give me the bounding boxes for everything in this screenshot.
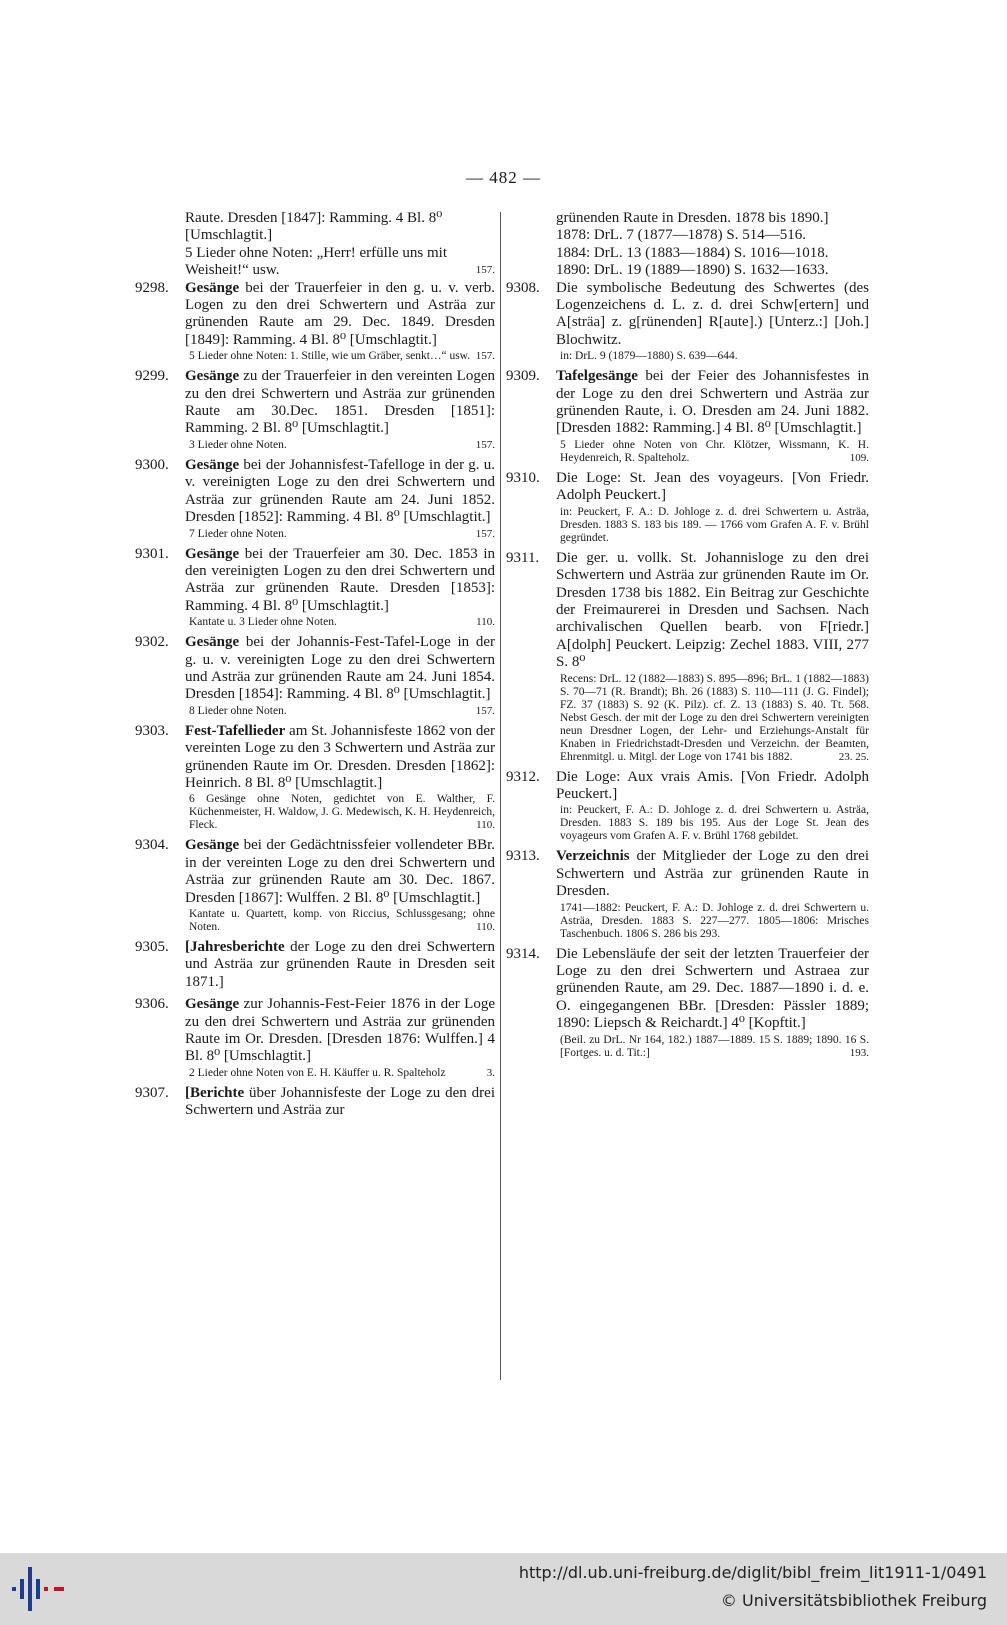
left-column — [135, 210, 495, 1125]
continuation-text: Raute. Dresden [1847]: Ramming. 4 Bl. 8⁰ [Umschlagtit.] — [185, 210, 443, 244]
entry-number: 9308. — [506, 279, 540, 296]
continuation-text: grünenden Raute in Dresden. 1878 bis 1890.] — [556, 210, 829, 226]
continuation-note — [556, 227, 869, 279]
entry-text: am St. Johannisfeste 1862 von der vereinten Loge zu den 3 Schwertern und Asträa zur grünenden Raute im Or. Dresden. Dresden [1862]: Heinrich. 8 Bl. 8⁰ [Umschlagtit.] — [185, 722, 495, 791]
entry-text: bei der Gedächtnissfeier vollendeter BBr. in der vereinten Loge zu den drei Schwertern und Asträa zur grünenden Raute am 30. Dec. 1867. Dresden [1867]: Wulffen. 2 Bl. 8⁰ [Umschlagtit.] — [185, 837, 495, 906]
entry-text: Die Loge: Aux vrais Amis. [Von Friedr. Adolph Peuckert.] — [556, 768, 869, 802]
column-divider — [500, 212, 501, 1380]
note-text: (Beil. zu DrL. Nr 164, 182.) 1887—1889. 15 S. 1889; 1890. 16 S. [Fortges. u. d. Tit.:] — [560, 1033, 869, 1059]
entry-number: 9303. — [135, 722, 169, 739]
note-text: in: Peuckert, F. A.: D. Johloge z. d. drei Schwertern u. Asträa, Dresden. 1883 S. 183 bis 189. — 1766 vom Grafen A. F. v. Brühl gegründet. — [560, 505, 869, 544]
entry-note — [189, 616, 495, 629]
entry-text: Die ger. u. vollk. St. Johannisloge zu den drei Schwertern und Asträa zur grünenden Raute im Or. Dresden 1738 bis 1882. Ein Beitrag zur Geschichte der Freimaurerei in Dresden und Sachsen. Nach archivalischen Quellen bearb. von F[riedr.] A[dolph] Peuckert. Leipzig: Zechel 1883. VIII, 277 S. 8⁰ — [556, 549, 869, 671]
note-text: 1741—1882: Peuckert, F. A.: D. Johloge z. d. drei Schwertern u. Asträa, Dresden. 1883 S. 227—277. 1805—1806: Mrisches Taschenbuch. 1806 S. 286 bis 293. — [560, 901, 869, 940]
entry-body — [556, 470, 869, 505]
entry-body — [185, 996, 495, 1066]
catalog-entry — [135, 634, 495, 718]
catalog-entry — [506, 848, 869, 940]
entry-title: Gesänge — [185, 634, 240, 651]
entry-text: bei der Trauerfeier am 30. Dec. 1853 in den vereinigten Logen zu den drei Schwertern und Asträa zur grünenden Raute. Dresden [1853]: Ramming. 4 Bl. 8⁰ [Umschlagtit.] — [185, 545, 495, 614]
entry-title: Verzeichnis — [556, 848, 630, 865]
entry-body — [556, 368, 869, 438]
entry-note — [189, 350, 495, 363]
entry-note — [560, 673, 869, 764]
right-entries — [506, 280, 869, 1060]
entry-note — [189, 908, 495, 934]
entry-number: 9302. — [135, 634, 169, 651]
catalog-entry — [135, 996, 495, 1080]
entry-note — [189, 528, 495, 541]
entry-body — [556, 946, 869, 1033]
entry-title: [Jahresberichte — [185, 939, 285, 955]
catalog-entry — [135, 280, 495, 364]
entry-number: 9299. — [135, 368, 169, 385]
page-ref: 110. — [476, 616, 495, 629]
entry-number: 9314. — [506, 945, 540, 962]
entry-body — [556, 280, 869, 350]
page-ref: 157. — [475, 527, 495, 540]
note-text: 7 Lieder ohne Noten. — [189, 527, 287, 540]
note-text: Kantate u. Quartett, komp. von Riccius, Schlussgesang; ohne Noten. — [189, 908, 495, 933]
entry-number: 9313. — [506, 848, 540, 865]
entry-note — [560, 350, 869, 363]
catalog-entry — [506, 280, 869, 364]
entry-title: Gesänge — [185, 456, 240, 473]
entry-number: 9311. — [506, 549, 540, 566]
entry-number: 9310. — [506, 469, 540, 486]
catalog-entry — [135, 546, 495, 630]
catalog-entry — [135, 939, 495, 991]
entry-body — [185, 723, 495, 793]
entry-text: der Mitglieder der Loge zu den drei Schwertern und Asträa zur grünenden Raute in Dresden. — [556, 848, 869, 900]
entry-note — [560, 506, 869, 545]
note-text: 2 Lieder ohne Noten von E. H. Käuffer u. R. Spalteholz — [189, 1066, 446, 1079]
entry-number: 9309. — [506, 368, 540, 385]
left-continuation — [135, 210, 495, 280]
entry-note — [189, 705, 495, 718]
entry-number: 9307. — [135, 1084, 169, 1101]
entry-note — [560, 1034, 869, 1060]
entry-text: bei der Trauerfeier in den g. u. v. verb. Logen zu den drei Schwertern und Asträa zur grünenden Raute am 29. Dec. 1849. Dresden [1849]: Ramming. 4 Bl. 8⁰ [Umschlagtit.] — [185, 279, 495, 348]
page-ref: 157. — [475, 264, 495, 277]
page-ref: 3. — [486, 1066, 495, 1079]
entry-body — [185, 837, 495, 907]
entry-body — [185, 939, 495, 991]
catalog-entry — [506, 769, 869, 844]
entry-title: [Berichte — [185, 1084, 245, 1101]
note-text: 3 Lieder ohne Noten. — [189, 438, 287, 451]
entry-body — [185, 457, 495, 527]
page-ref: 110. — [476, 921, 495, 933]
entry-body — [556, 550, 869, 672]
note-text: 5 Lieder ohne Noten: 1. Stille, wie um Gräber, senkt…“ usw. — [189, 350, 471, 363]
entry-note — [560, 439, 869, 465]
entry-title: Tafelgesänge — [556, 368, 638, 385]
entry-number: 9304. — [135, 837, 169, 854]
note-line: 1884: DrL. 13 (1883—1884) S. 1016—1018. — [556, 244, 829, 261]
entry-note — [189, 439, 495, 452]
entry-title: Gesänge — [185, 837, 240, 854]
entry-body — [185, 280, 495, 350]
note-text: Kantate u. 3 Lieder ohne Noten. — [189, 616, 337, 629]
page-ref: 109. — [849, 451, 869, 464]
catalog-entry — [506, 550, 869, 764]
entry-body — [185, 368, 495, 438]
catalog-entry — [135, 368, 495, 452]
footer-url-link[interactable]: http://dl.ub.uni-freiburg.de/diglit/bibl_freim_lit1911-1/0491 — [518, 1563, 987, 1582]
page-ref: 157. — [475, 438, 495, 451]
entry-number: 9301. — [135, 545, 169, 562]
page-ref: 110. — [476, 819, 495, 832]
ub-freiburg-logo-icon — [10, 1565, 68, 1613]
entry-title: Gesänge — [185, 279, 240, 296]
catalog-entry — [135, 837, 495, 934]
entry-note — [189, 1067, 495, 1080]
catalog-entry — [135, 723, 495, 833]
entry-body — [185, 1085, 495, 1120]
note-text: 5 Lieder ohne Noten: „Herr! erfülle uns mit Weisheit!“ usw. — [185, 244, 447, 279]
note-line: 1890: DrL. 19 (1889—1890) S. 1632—1633. — [556, 262, 829, 279]
note-text: Recens: DrL. 12 (1882—1883) S. 895—896; BrL. 1 (1882—1883) S. 70—71 (R. Brandt); Bh. 26 (1883) S. 110—111 (J. G. Findel); FZ. 37 (1883) S. 92 (K. Pilz). cf. Z. 13 (1883) S. 40. Tt. 568. Nebst Gesch. der mit der Loge zu den drei Schwertern vereinigten neun Dresdner Logen, der Lehr- und Erziehungs-Anstalt für Knaben in Friedrichstadt-Dresden und Verzeichn. der Beamten, Ehrenmitgl. u. Mitgl. der Loge von 1741 bis 1882. — [560, 672, 869, 763]
entry-text: über Johannisfeste der Loge zu den drei Schwertern und Asträa zur — [185, 1084, 495, 1119]
entry-title: Gesänge — [185, 996, 240, 1013]
page-ref: 157. — [475, 704, 495, 717]
footer-bar — [0, 1553, 1007, 1625]
continuation-note — [185, 245, 495, 280]
entry-text: Die symbolische Bedeutung des Schwertes (des Logenzeichens d. L. z. d. drei Schw[ertern] und A[sträa] z. g[rünenden] R[aute].) [Unterz.:] [Joh.] Blochwitz. — [556, 279, 869, 348]
catalog-entry — [506, 470, 869, 545]
entry-text: Die Lebensläufe der seit der letzten Trauerfeier der Loge zu den drei Schwertern und Astraea zur grünenden Raute, am 29. Dec. 1887—1890 i. d. e. O. eingegangenen BBr. [Dresden: Pässler 1889; 1890: Liepsch & Reichardt.] 4⁰ [Kopftit.] — [556, 945, 869, 1032]
right-column — [506, 210, 869, 1065]
page-ref: 157. — [475, 350, 495, 363]
right-continuation — [506, 210, 869, 280]
entry-title: Gesänge — [185, 545, 240, 562]
entry-text: zur Johannis-Fest-Feier 1876 in der Loge zu den drei Schwertern und Asträa zur grünenden Raute im Or. Dresden. [Dresden 1876: Wulffen.] 4 Bl. 8⁰ [Umschlagtit.] — [185, 996, 495, 1065]
entry-body — [185, 546, 495, 616]
entry-body — [556, 769, 869, 804]
note-line: 1878: DrL. 7 (1877—1878) S. 514—516. — [556, 227, 806, 244]
footer-copyright: © Universitätsbibliothek Freiburg — [720, 1591, 987, 1610]
note-text: in: Peuckert, F. A.: D. Johloge z. d. drei Schwertern u. Asträa, Dresden. 1883 S. 189 bis 195. Aus der Loge St. Jean des voyageurs vom Grafen A. F. v. Brühl 1768 gebildet. — [560, 804, 869, 843]
catalog-entry — [506, 946, 869, 1060]
entry-text: bei der Johannis-Fest-Tafel-Loge in der g. u. v. vereinigten Loge zu den drei Schwertern und Asträa zur grünenden Raute am 24. Juni 1854. Dresden [1854]: Ramming. 4 Bl. 8⁰ [Umschlagtit.] — [185, 634, 495, 703]
note-text: 5 Lieder ohne Noten von Chr. Klötzer, Wissmann, K. H. Heydenreich, R. Spalteholz. — [560, 438, 869, 464]
entry-number: 9305. — [135, 939, 169, 955]
entry-text: bei der Feier des Johannisfestes in der Loge zu den drei Schwertern und Asträa zur grünenden Raute, i. O. Dresden am 24. Juni 1882. [Dresden 1882: Ramming.] 4 Bl. 8⁰ [Umschlagtit.] — [556, 368, 869, 437]
note-text: 8 Lieder ohne Noten. — [189, 704, 287, 717]
entry-title: Gesänge — [185, 368, 240, 385]
entry-number: 9300. — [135, 456, 169, 473]
entry-number: 9312. — [506, 768, 540, 785]
entry-note — [560, 902, 869, 941]
catalog-entry — [506, 368, 869, 465]
note-text: 6 Gesänge ohne Noten, gedichtet von E. Walther, F. Küchenmeister, H. Waldow, J. G. Medewisch, K. H. Heydenreich, Fleck. — [189, 793, 495, 832]
catalog-entry — [135, 1085, 495, 1120]
entry-body — [556, 848, 869, 900]
entry-title: Fest-Tafellieder — [185, 722, 286, 739]
entry-note — [189, 793, 495, 832]
entry-number: 9306. — [135, 996, 169, 1013]
entry-number: 9298. — [135, 279, 169, 296]
page-ref: 23. 25. — [838, 750, 869, 763]
entry-note — [560, 804, 869, 843]
entry-text: zu der Trauerfeier in den vereinten Logen zu den drei Schwertern und Asträa zur grünenden Raute am 30.Dec. 1851. Dresden [1851]: Ramming. 2 Bl. 8⁰ [Umschlagtit.] — [185, 368, 495, 437]
entry-body — [185, 634, 495, 704]
catalog-entry — [135, 457, 495, 541]
page-ref: 193. — [849, 1046, 869, 1059]
left-entries — [135, 280, 495, 1120]
note-text: in: DrL. 9 (1879—1880) S. 639—644. — [560, 350, 738, 363]
entry-text: Die Loge: St. Jean des voyageurs. [Von Friedr. Adolph Peuckert.] — [556, 469, 869, 504]
page-number: — 482 — — [466, 168, 541, 187]
entry-text: der Loge zu den drei Schwertern und Asträa zur grünenden Raute in Dresden seit 1871.] — [185, 939, 495, 990]
entry-text: bei der Johannisfest-Tafelloge in der g. u. v. vereinigten Loge zu den drei Schwertern und Asträa zur grünenden Raute am 24. Juni 1852. Dresden [1852]: Ramming. 4 Bl. 8⁰ [Umschlagtit.] — [185, 456, 495, 526]
